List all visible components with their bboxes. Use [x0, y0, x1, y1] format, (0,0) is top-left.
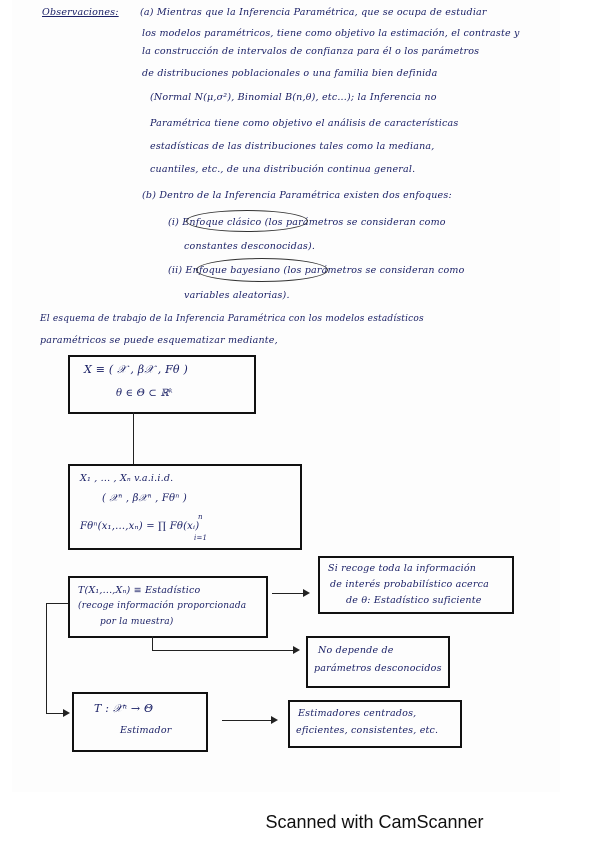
parameter-space: θ ∈ Θ ⊂ ℝᵏ — [116, 388, 173, 399]
statistic-box — [68, 576, 268, 638]
estimator-box — [72, 692, 208, 752]
sufficient-statistic-box — [318, 556, 514, 614]
product-upper: n — [198, 513, 203, 521]
note-a-line: estadísticas de las distribuciones tales como la mediana, — [150, 141, 435, 152]
note-a-line: (Normal N(μ,σ²), Binomial B(n,θ), etc...); la Inferencia no — [150, 92, 437, 103]
statistic-note: por la muestra) — [100, 617, 174, 627]
enfoque-bayesiano-circle — [196, 258, 328, 282]
estimator-properties-text: eficientes, consistentes, etc. — [296, 725, 439, 736]
sample-space: ( 𝒳ⁿ , β𝒳ⁿ , Fθⁿ ) — [102, 493, 187, 504]
note-a-line: la construcción de intervalos de confianza para él o los parámetros — [142, 46, 480, 57]
sample-variables: X₁ , ... , Xₙ v.a.i.i.d. — [80, 473, 174, 484]
arrow-to-estimators — [222, 720, 276, 721]
notes-heading: Observaciones: — [42, 7, 119, 18]
no-dependence-box — [306, 636, 450, 688]
note-a-line: cuantiles, etc., de una distribución continua general. — [150, 164, 416, 175]
camscanner-footer: Scanned with CamScanner — [265, 812, 484, 832]
joint-distribution: Fθⁿ(x₁,...,xₙ) = ∏ Fθ(xᵢ) — [80, 521, 200, 532]
enfoque-clasico-circle — [186, 210, 308, 232]
sufficient-text: de θ: Estadístico suficiente — [346, 595, 482, 606]
estimator-properties-text: Estimadores centrados, — [298, 708, 417, 719]
no-dependence-text: No depende de — [318, 645, 394, 656]
note-a-line: los modelos paramétricos, tiene como objetivo la estimación, el contraste y — [142, 28, 520, 39]
note-b-line: (ii) Enfoque bayesiano (los parámetros se consideran como — [168, 265, 465, 276]
note-b-line: constantes desconocidas). — [184, 241, 316, 252]
note-a-line: Paramétrica tiene como objetivo el análisis de características — [150, 118, 459, 129]
connector-line — [133, 412, 134, 464]
estimator-label: Estimador — [120, 725, 172, 736]
product-lower: i=1 — [194, 534, 208, 542]
model-box — [68, 355, 256, 414]
connector-line — [152, 636, 153, 650]
model-definition: X ≡ ( 𝒳 , β𝒳 , Fθ ) — [84, 363, 188, 376]
connector-line — [46, 603, 47, 713]
estimator-properties-box — [288, 700, 462, 748]
note-a-line: (a) Mientras que la Inferencia Paramétrica, que se ocupa de estudiar — [140, 7, 487, 18]
no-dependence-text: parámetros desconocidos — [314, 663, 442, 674]
sufficient-text: Si recoge toda la información — [328, 563, 477, 574]
arrow-to-estimator — [46, 713, 68, 714]
intro-line: El esquema de trabajo de la Inferencia Paramétrica con los modelos estadísticos — [40, 314, 424, 324]
statistic-note: (recoge información proporcionada — [78, 601, 247, 611]
statistic-definition: T(X₁,...,Xₙ) ≡ Estadístico — [78, 585, 201, 596]
connector-line — [46, 603, 68, 604]
arrow-to-sufficient — [272, 593, 308, 594]
arrow-to-no-depende — [152, 650, 298, 651]
note-b-line: (i) Enfoque clásico (los parámetros se consideran como — [168, 217, 446, 228]
note-a-line: de distribuciones poblacionales o una familia bien definida — [142, 68, 438, 79]
sufficient-text: de interés probabilístico acerca — [330, 579, 489, 590]
note-b-line: variables aleatorias). — [184, 290, 290, 301]
sample-box — [68, 464, 302, 550]
estimator-mapping: T : 𝒳ⁿ → Θ — [94, 702, 154, 715]
note-b-line: (b) Dentro de la Inferencia Paramétrica existen dos enfoques: — [142, 190, 452, 201]
intro-line: paramétricos se puede esquematizar mediante, — [40, 335, 278, 346]
